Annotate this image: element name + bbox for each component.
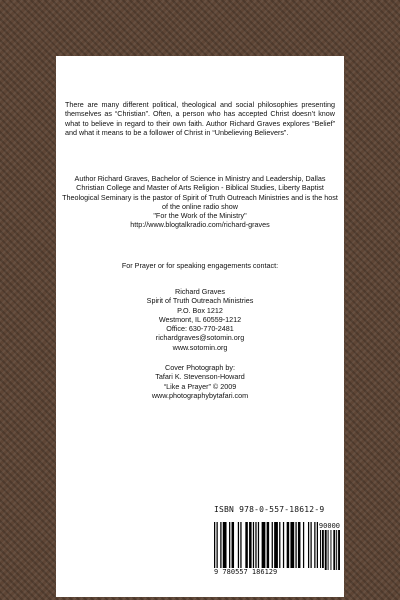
barcode-stripe — [214, 522, 215, 570]
barcode-stripe — [325, 530, 327, 570]
book-synopsis: There are many different political, theological and social philosophies presenting themselves as “Christian”. Often, a person who has accepted Christ doesn’t know what to believe in regard to their own faith. Author Richard Graves explores “Belief” and what it means to be a follower of Christ in “Unbelieving Believers”. — [65, 100, 335, 137]
barcode-bars — [214, 522, 318, 570]
price-code: 90000 — [318, 522, 340, 530]
barcode-digits: 9 780557 186129 — [214, 568, 324, 576]
barcode-stripe — [308, 522, 309, 570]
barcode-stripe — [317, 522, 318, 570]
barcode-stripe — [298, 522, 301, 570]
author-bio — [60, 174, 340, 230]
barcode-stripe — [229, 522, 230, 570]
barcode-stripe — [322, 530, 324, 570]
barcode-stripe — [279, 522, 280, 570]
barcode-stripe — [238, 522, 239, 570]
barcode-stripe — [240, 522, 241, 570]
cover-photographer: Tafari K. Stevenson-Howard — [155, 372, 245, 382]
publisher-url: www.lulu.com — [142, 584, 178, 591]
barcode-stripe — [223, 522, 227, 570]
barcode-stripe — [314, 522, 315, 570]
ministry-website: www.sotomin.org — [172, 343, 228, 352]
barcode-stripe — [336, 530, 337, 570]
barcode-stripe — [258, 522, 259, 570]
cover-credit — [60, 363, 340, 400]
price-code-bars — [320, 530, 340, 570]
isbn-barcode — [208, 502, 344, 578]
barcode-stripe — [283, 522, 284, 570]
contact-po-box: P.O. Box 1212 — [177, 305, 223, 315]
barcode-stripe — [320, 530, 321, 570]
barcode-stripe — [249, 522, 252, 570]
publisher-id: ID: 7387065 — [145, 578, 175, 584]
barcode-stripe — [290, 522, 294, 570]
prayer-contact-intro: For Prayer or for speaking engagements contact: — [121, 261, 279, 270]
author-bio-text: Author Richard Graves, Bachelor of Science in Ministry and Leadership, Dallas Christian College and Master of Arts Religion - Biblical Studies, Liberty Baptist Theological Seminary is the pastor of Spirit of Truth Outreach Ministries and is the host of the online radio show — [62, 174, 338, 211]
barcode-stripe — [295, 522, 296, 570]
barcode-stripe — [262, 522, 266, 570]
contact-city: Westmont, IL 60559-1212 — [158, 314, 242, 324]
photographer-website: www.photographybytafari.com — [151, 390, 249, 400]
contact-email: richardgraves@sotomin.org — [155, 333, 245, 343]
contact-block — [60, 287, 340, 343]
barcode-stripe — [253, 522, 254, 570]
barcode-stripe — [267, 522, 270, 570]
barcode-stripe — [303, 522, 304, 570]
barcode-stripe — [333, 530, 335, 570]
contact-ministry: Spirit of Truth Outreach Ministries — [146, 296, 254, 306]
barcode-stripe — [330, 530, 331, 570]
barcode-stripe — [232, 522, 235, 570]
barcode-stripe — [272, 522, 273, 570]
barcode-stripe — [274, 522, 278, 570]
radio-show-url: http://www.blogtalkradio.com/richard-graves — [130, 220, 270, 230]
cover-photo-title: “Like a Prayer” © 2009 — [163, 381, 237, 391]
barcode-stripe — [255, 522, 256, 570]
contact-office-phone: Office: 630-770-2481 — [166, 324, 234, 334]
isbn-number: ISBN 978-0-557-18612-9 — [214, 505, 325, 514]
barcode-stripe — [328, 530, 329, 570]
barcode-stripe — [287, 522, 290, 570]
publisher-imprint — [138, 578, 182, 591]
barcode-stripe — [220, 522, 221, 570]
cover-credit-label: Cover Photograph by: — [165, 363, 235, 372]
barcode-stripe — [217, 522, 218, 570]
barcode-stripe — [310, 522, 311, 570]
contact-name: Richard Graves — [175, 287, 225, 296]
barcode-stripe — [245, 522, 248, 570]
barcode-stripe — [338, 530, 340, 570]
radio-show-title: "For the Work of the Ministry" — [153, 211, 247, 221]
